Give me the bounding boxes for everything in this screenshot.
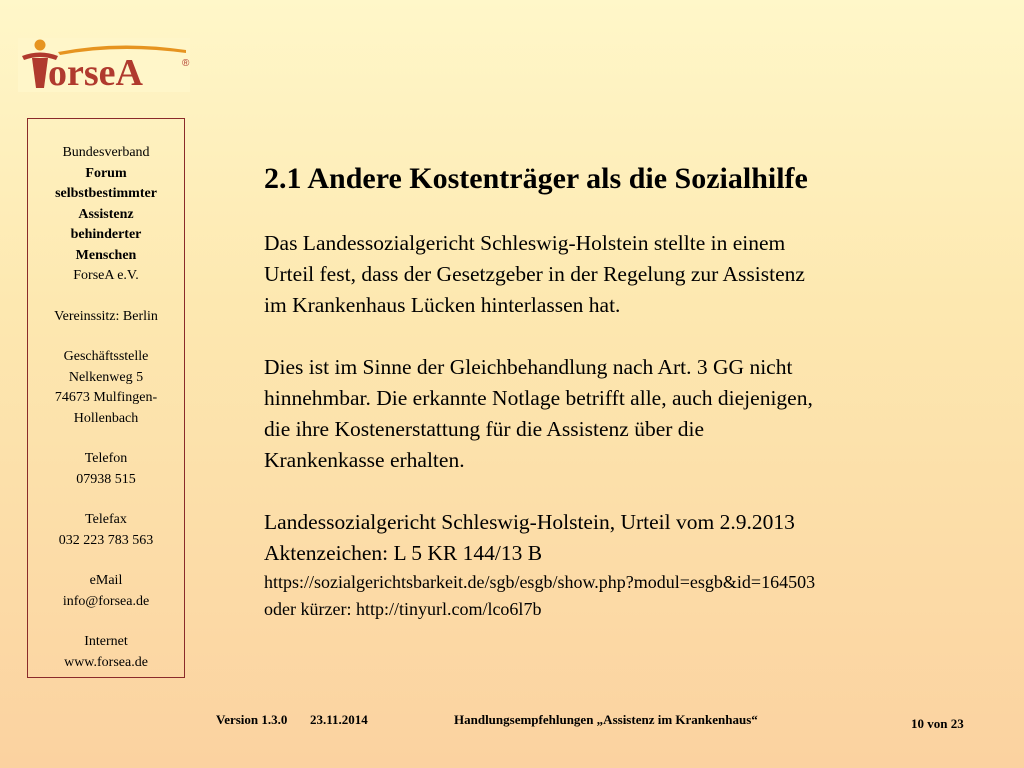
fax-block — [28, 510, 184, 551]
org-bold-line: Assistenz — [78, 206, 134, 222]
fax-number: 032 223 783 563 — [58, 532, 154, 548]
email-address[interactable]: info@forsea.de — [62, 593, 150, 609]
phone-number: 07938 515 — [76, 471, 136, 487]
forsea-logo[interactable] — [18, 38, 190, 92]
logo-body — [32, 58, 48, 88]
reference-url-short-line — [264, 596, 964, 623]
office-line: 74673 Mulfingen- — [54, 390, 158, 405]
paragraph-line: Das Landessozialgericht Schleswig-Holstein stellte in einem — [264, 231, 786, 255]
web-label: Internet — [84, 634, 128, 649]
reference-url-short[interactable]: http://tinyurl.com/lco6l7b — [355, 599, 542, 619]
office-line: Geschäftsstelle — [63, 349, 149, 364]
web-address[interactable]: www.forsea.de — [64, 654, 148, 670]
contact-sidebar — [27, 118, 185, 678]
footer-document-title: Handlungsempfehlungen „Assistenz im Krankenhaus“ — [454, 712, 758, 727]
org-line1: Bundesverband — [62, 145, 150, 160]
main-content — [264, 160, 964, 623]
logo-registered-mark: ® — [182, 58, 190, 69]
forsea-logo-graphic — [18, 38, 190, 92]
reference-url-long[interactable]: https://sozialgerichtsbarkeit.de/sgb/esgb/show.php?modul=esgb&id=164503 — [264, 572, 816, 592]
office-line: Hollenbach — [73, 410, 139, 426]
footer-page-number: 10 von 23 — [911, 716, 964, 731]
org-bold-line: behinderter — [70, 227, 142, 242]
paragraph-2 — [264, 352, 964, 476]
page-title: 2.1 Andere Kostenträger als die Sozialhilfe — [264, 162, 808, 195]
paragraph-line: Urteil fest, dass der Gesetzgeber in der Regelung zur Assistenz — [264, 262, 805, 286]
paragraph-line: die ihre Kostenerstattung für die Assistenz über die — [264, 417, 705, 441]
footer-version: Version 1.3.0 — [216, 712, 288, 727]
org-bold-line: selbstbestimmter — [55, 186, 157, 201]
org-bold-line: Menschen — [75, 247, 137, 263]
reference-case-number: Aktenzeichen: L 5 KR 144/13 B — [264, 541, 543, 565]
paragraph-line: Dies ist im Sinne der Gleichbehandlung nach Art. 3 GG nicht — [264, 355, 793, 379]
office-line: Nelkenweg 5 — [68, 369, 144, 385]
phone-block — [28, 449, 184, 490]
reference-block — [264, 507, 964, 623]
org-bold-line: Forum — [85, 165, 127, 181]
paragraph-line: im Krankenhaus Lücken hinterlassen hat. — [264, 293, 621, 317]
footer-date: 23.11.2014 — [310, 712, 368, 727]
office-block — [28, 347, 184, 429]
url-short-prefix: oder kürzer: — [264, 599, 356, 619]
org-name: ForseA e.V. — [73, 268, 139, 283]
paragraph-1 — [264, 228, 964, 321]
email-label: eMail — [89, 573, 123, 588]
web-block — [28, 632, 184, 673]
paragraph-line: Krankenkasse erhalten. — [264, 448, 465, 472]
org-block — [28, 143, 184, 287]
seat: Vereinssitz: Berlin — [54, 308, 158, 324]
email-block — [28, 571, 184, 612]
phone-label: Telefon — [84, 451, 128, 466]
logo-wordmark: orseA — [48, 52, 143, 92]
fax-label: Telefax — [85, 512, 127, 527]
logo-head — [35, 40, 46, 51]
reference-court-line: Landessozialgericht Schleswig-Holstein, Urteil vom 2.9.2013 — [264, 510, 795, 534]
seat-block — [28, 307, 184, 328]
paragraph-line: hinnehmbar. Die erkannte Notlage betrifft alle, auch diejenigen, — [264, 386, 813, 410]
